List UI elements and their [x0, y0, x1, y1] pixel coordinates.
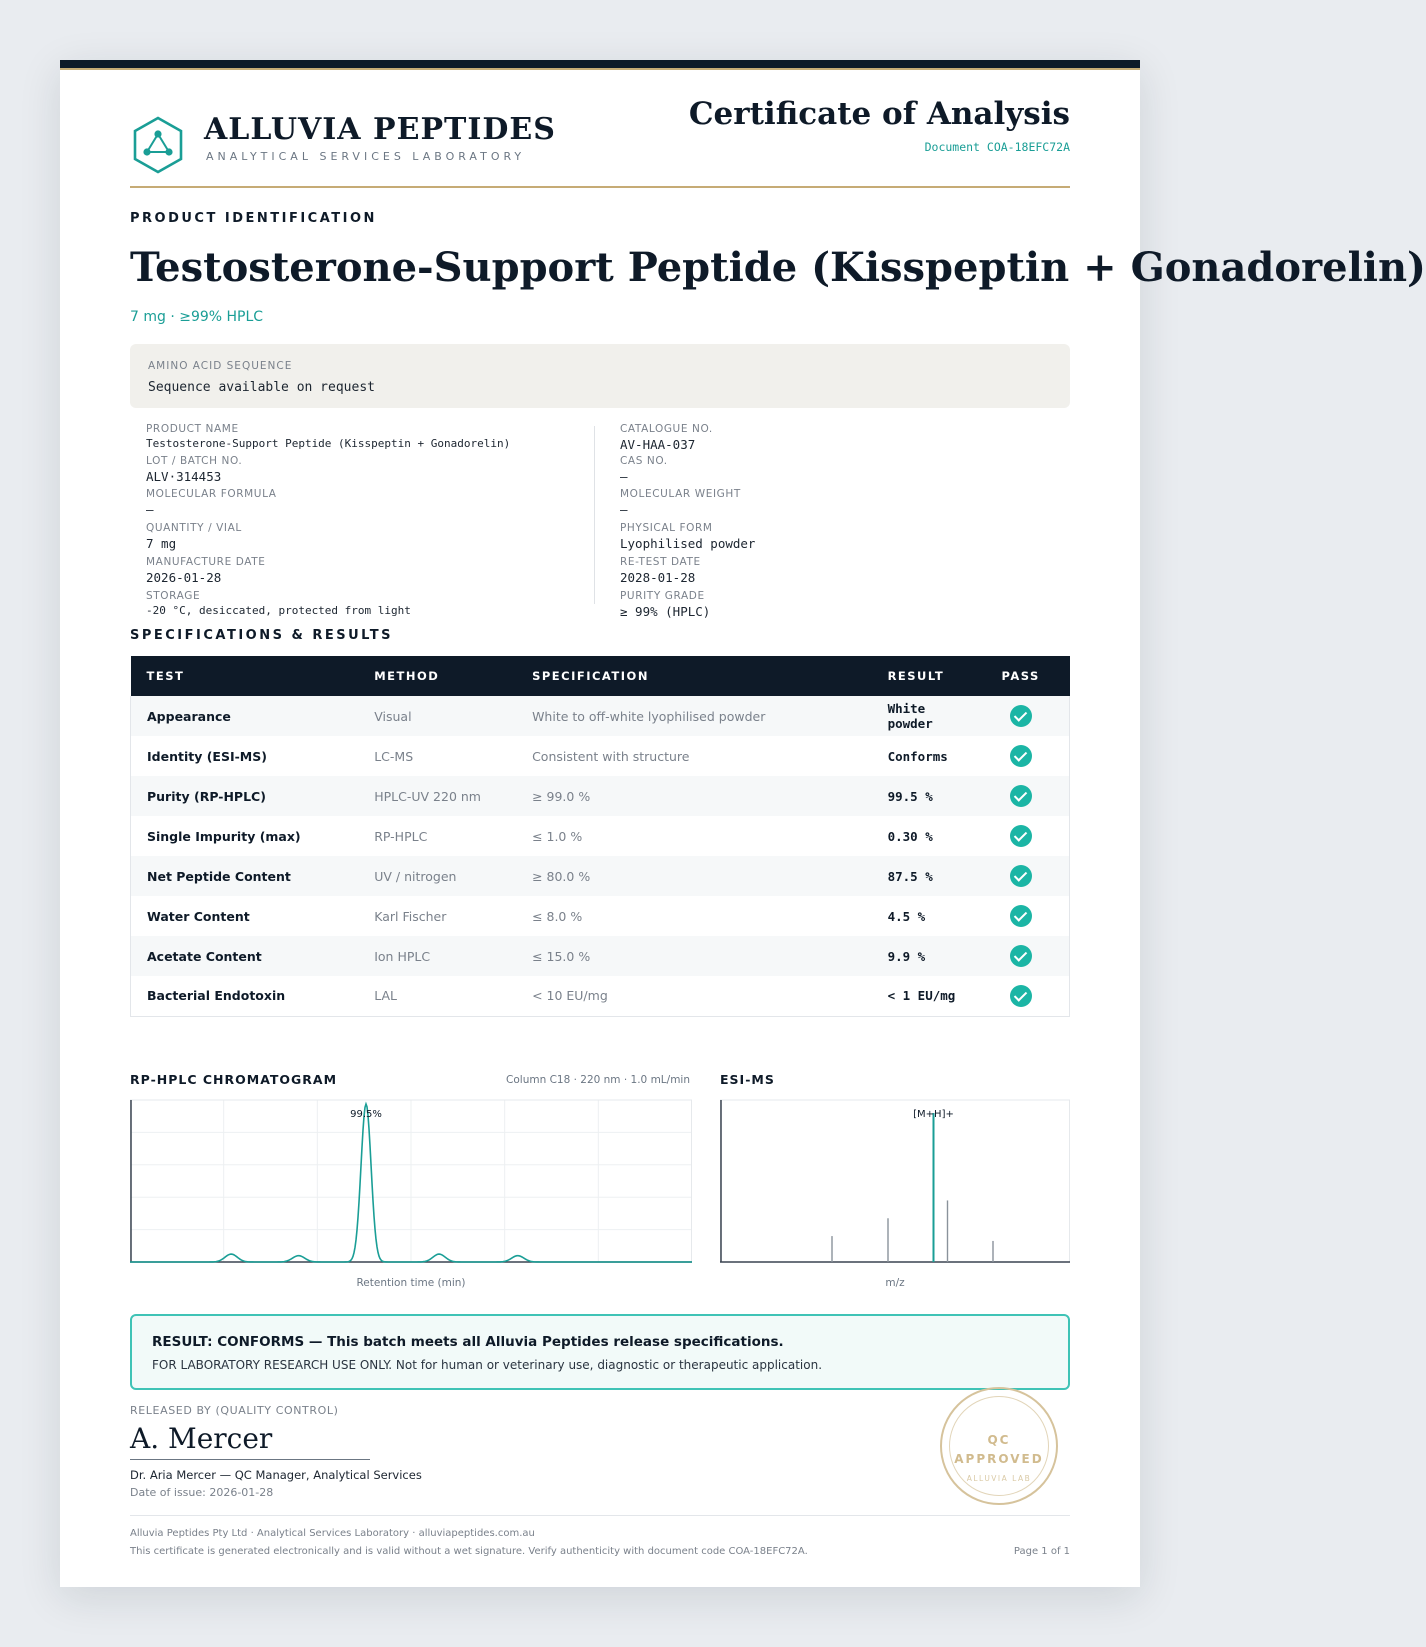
field-value: 7 mg [146, 536, 177, 551]
field-lot-number [146, 455, 242, 484]
checkmark-icon [1010, 825, 1032, 847]
issue-date: Date of issue: 2026-01-28 [130, 1486, 274, 1499]
field-value: ≥ 99% (HPLC) [620, 604, 711, 619]
field-value: — [146, 502, 154, 517]
cell-method: LC-MS [358, 736, 516, 776]
signer-name: Dr. Aria Mercer — QC Manager, Analytical Services [130, 1468, 422, 1482]
field-product-name [146, 423, 510, 450]
field-value: Lyophilised powder [620, 536, 756, 551]
cell-result: 99.5 % [872, 776, 986, 816]
cell-result: < 1 EU/mg [872, 976, 986, 1016]
cell-specification: ≥ 99.0 % [516, 776, 872, 816]
footer-page-number: Page 1 of 1 [1013, 1546, 1070, 1557]
cell-pass [986, 736, 1070, 776]
hplc-x-axis-label: Retention time (min) [356, 1277, 466, 1289]
cell-pass [986, 896, 1070, 936]
top-bar [60, 60, 1140, 68]
hplc-chromatogram-chart [130, 1092, 692, 1268]
column-header-test: TEST [131, 656, 359, 696]
cell-test: Net Peptide Content [131, 856, 359, 896]
column-header-pass: PASS [986, 656, 1070, 696]
field-physical-form [620, 522, 755, 551]
cell-pass [986, 936, 1070, 976]
signature: A. Mercer [130, 1422, 273, 1455]
document-title: Certificate of Analysis [688, 96, 1070, 132]
certificate-sheet [60, 60, 1426, 1587]
cell-specification: ≤ 8.0 % [516, 896, 872, 936]
footer-divider [130, 1515, 1070, 1516]
identification-divider [594, 426, 595, 604]
field-cas-number [620, 455, 668, 484]
sequence-box [130, 344, 1070, 408]
field-label: MOLECULAR WEIGHT [620, 488, 741, 500]
cell-result: 9.9 % [872, 936, 986, 976]
field-label: PRODUCT NAME [146, 423, 239, 435]
cell-result: 0.30 % [872, 816, 986, 856]
cell-method: HPLC-UV 220 nm [358, 776, 516, 816]
field-label: CAS NO. [620, 455, 668, 467]
cell-specification: ≤ 1.0 % [516, 816, 872, 856]
checkmark-icon [1010, 705, 1032, 727]
cell-specification: < 10 EU/mg [516, 976, 872, 1016]
cell-specification: ≥ 80.0 % [516, 856, 872, 896]
brand-name: ALLUVIA PEPTIDES [204, 112, 556, 147]
field-label: RE-TEST DATE [620, 556, 701, 568]
ms-peak-label: [M+H]+ [913, 1109, 954, 1120]
specifications-heading: SPECIFICATIONS & RESULTS [130, 628, 394, 643]
cell-specification: Consistent with structure [516, 736, 872, 776]
column-header-specification: SPECIFICATION [516, 656, 872, 696]
field-catalogue-number [620, 423, 713, 452]
footer-company: Alluvia Peptides Pty Ltd · Analytical Services Laboratory · alluviapeptides.com.au [130, 1528, 535, 1539]
checkmark-icon [1010, 985, 1032, 1007]
field-label: STORAGE [146, 590, 201, 602]
field-label: CATALOGUE NO. [620, 423, 713, 435]
field-label: QUANTITY / VIAL [146, 522, 242, 534]
footer-validity-note: This certificate is generated electronically and is valid without a wet signature. Verify authenticity with document code COA-18EFC72A. [130, 1546, 808, 1557]
identification-left-column [146, 423, 566, 617]
cell-test: Acetate Content [131, 936, 359, 976]
signature-line [130, 1459, 370, 1460]
main-peak-label: 99.5% [350, 1109, 382, 1120]
cell-test: Bacterial Endotoxin [131, 976, 359, 1016]
stamp-text-qc: QC [987, 1433, 1011, 1447]
brand-subtitle: ANALYTICAL SERVICES LABORATORY [206, 150, 526, 163]
plot-frame [721, 1100, 1070, 1262]
table-header-row [131, 656, 1070, 696]
hexagon-molecule-logo-icon [132, 116, 184, 174]
document-code: Document COA-18EFC72A [924, 140, 1070, 154]
cell-result: 87.5 % [872, 856, 986, 896]
cell-result: White powder [872, 696, 986, 736]
field-storage [146, 590, 411, 617]
result-conforms-box [130, 1314, 1070, 1390]
field-value: — [620, 502, 628, 517]
cell-method: LAL [358, 976, 516, 1016]
field-label: MANUFACTURE DATE [146, 556, 266, 568]
identification-right-column [620, 423, 1040, 619]
table-row [131, 976, 1070, 1016]
field-value: — [620, 469, 628, 484]
field-molecular-weight [620, 488, 741, 517]
hplc-chart-title: RP-HPLC CHROMATOGRAM [130, 1072, 338, 1087]
product-identification-heading: PRODUCT IDENTIFICATION [130, 211, 377, 226]
esi-ms-chart-title: ESI-MS [720, 1072, 775, 1087]
hplc-chart-note: Column C18 · 220 nm · 1.0 mL/min [506, 1074, 690, 1086]
field-label: PURITY GRADE [620, 590, 705, 602]
table-row [131, 776, 1070, 816]
field-value: AV-HAA-037 [620, 437, 696, 452]
released-by-label: RELEASED BY (QUALITY CONTROL) [130, 1404, 339, 1417]
cell-result: 4.5 % [872, 896, 986, 936]
sequence-value: Sequence available on request [148, 380, 375, 395]
esi-ms-spectrum-chart [720, 1092, 1070, 1268]
qc-approved-stamp [940, 1387, 1058, 1505]
stamp-text-lab: ALLUVIA LAB [966, 1474, 1032, 1483]
cell-test: Identity (ESI-MS) [131, 736, 359, 776]
field-label: PHYSICAL FORM [620, 522, 713, 534]
specifications-table [130, 656, 1070, 1017]
column-header-result: RESULT [872, 656, 986, 696]
sequence-label: AMINO ACID SEQUENCE [148, 360, 293, 372]
cell-method: Visual [358, 696, 516, 736]
field-value: -20 °C, desiccated, protected from light [146, 604, 411, 617]
esi-ms-x-axis-label: m/z [885, 1277, 905, 1289]
cell-pass [986, 696, 1070, 736]
table-row [131, 736, 1070, 776]
field-value: ALV·314453 [146, 469, 222, 484]
cell-specification: White to off-white lyophilised powder [516, 696, 872, 736]
result-statement: RESULT: CONFORMS — This batch meets all Alluvia Peptides release specifications. [152, 1334, 784, 1350]
cell-test: Purity (RP-HPLC) [131, 776, 359, 816]
field-purity-grade [620, 590, 710, 619]
product-subtitle: 7 mg · ≥99% HPLC [130, 309, 264, 325]
table-row [131, 816, 1070, 856]
top-gold-line [60, 68, 1140, 70]
cell-method: UV / nitrogen [358, 856, 516, 896]
table-row [131, 896, 1070, 936]
product-name-title: Testosterone-Support Peptide (Kisspeptin + Gonadorelin) [130, 244, 1426, 291]
checkmark-icon [1010, 745, 1032, 767]
cell-result: Conforms [872, 736, 986, 776]
stamp-inner-ring [949, 1396, 1049, 1496]
field-molecular-formula [146, 488, 277, 517]
cell-pass [986, 856, 1070, 896]
field-value: Testosterone-Support Peptide (Kisspeptin + Gonadorelin) [146, 437, 511, 450]
column-header-method: METHOD [358, 656, 516, 696]
checkmark-icon [1010, 905, 1032, 927]
cell-pass [986, 816, 1070, 856]
table-row [131, 936, 1070, 976]
stamp-text-approved: APPROVED [954, 1452, 1044, 1466]
cell-specification: ≤ 15.0 % [516, 936, 872, 976]
cell-method: Karl Fischer [358, 896, 516, 936]
cell-pass [986, 776, 1070, 816]
header-divider [130, 186, 1070, 188]
checkmark-icon [1010, 785, 1032, 807]
checkmark-icon [1010, 865, 1032, 887]
checkmark-icon [1010, 945, 1032, 967]
field-label: MOLECULAR FORMULA [146, 488, 277, 500]
cell-method: Ion HPLC [358, 936, 516, 976]
table-row [131, 856, 1070, 896]
field-retest-date [620, 556, 701, 585]
field-quantity [146, 522, 242, 551]
cell-test: Single Impurity (max) [131, 816, 359, 856]
field-value: 2028-01-28 [620, 570, 696, 585]
field-label: LOT / BATCH NO. [146, 455, 243, 467]
cell-pass [986, 976, 1070, 1016]
cell-test: Appearance [131, 696, 359, 736]
field-value: 2026-01-28 [146, 570, 222, 585]
cell-test: Water Content [131, 896, 359, 936]
research-use-note: FOR LABORATORY RESEARCH USE ONLY. Not for human or veterinary use, diagnostic or therapeutic application. [152, 1358, 823, 1372]
table-row [131, 696, 1070, 736]
field-manufacture-date [146, 556, 265, 585]
cell-method: RP-HPLC [358, 816, 516, 856]
